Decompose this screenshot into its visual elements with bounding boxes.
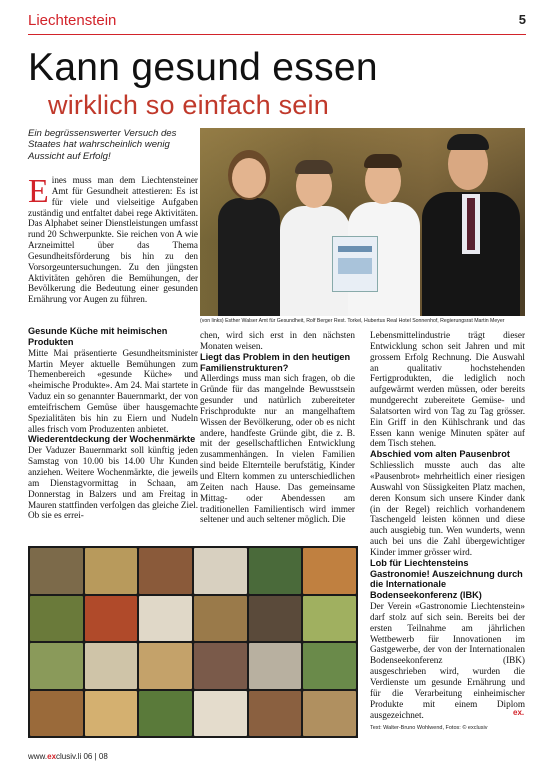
subheading: Gesunde Küche mit heimischen Produkten xyxy=(28,326,168,347)
market-photo-collage xyxy=(28,546,358,738)
collage-photo xyxy=(139,596,192,642)
paragraph: Schliesslich musste auch das alte «Pausenbrot» mehrheitlich einer riesigen Auswahl von Süssigkeiten Platz machen, deren Konsum sich unsere Kinder dank (in der Regel) reichlich vorhandenem Taschengeld leisten können und diese auch ausgiebig tun. Wen wunderts, wenn auch bei uns die Zahl übergewichtiger Kinder immer grösser wird. xyxy=(370,460,525,557)
paragraph: Allerdings muss man sich fragen, ob die Gründe für das mangelnde Bewusstsein gesunder und natürlich zubereiteter Frischprodukte nur an mangelhaftem Wissen der Bevölkerung, oder ob es nicht andere, handfeste Gründe gibt, die z. B. mit der gesellschaftlichen Entwicklung zusammenhängen. In vielen Familien sind beide Elternteile berufstätig, Kinder und Eltern kommen zu unterschiedlichen Zeiten nach Hause. Das gemeinsame Mittag- oder Abendessen am traditionellen Familientisch wird immer seltener und auch seltener möglich. Die xyxy=(200,373,355,525)
collage-photo xyxy=(249,548,302,594)
collage-photo xyxy=(303,643,356,689)
collage-photo xyxy=(194,643,247,689)
collage-photo xyxy=(30,691,83,737)
group-photo xyxy=(200,128,525,316)
footer-www: www. xyxy=(28,752,48,761)
footer-issue: 06 | 08 xyxy=(81,752,108,761)
subheading: Liegt das Problem in den heutigen Familienstrukturen? xyxy=(200,351,351,373)
intro-paragraph: ines muss man dem Liechtensteiner Amt für Gesundheit attestieren: Es ist für viele und vielseitige Aufgaben zuständig und entfaltet dabei rege Aktivitäten. Das Alphabet seiner Dienstleistungen umfasst rund 20 Schwerpunkte. Sie reichen von A wie Arzneimittel über das Thema Gesundheitsförderung bis hin zu den Vorsorgeuntersuchungen. Zu den jüngsten Aktivitäten gehören die Bemühungen, der Bevölkerung die Bedeutung einer gesunden Ernährung vor Augen zu führen. xyxy=(28,175,198,305)
collage-photo xyxy=(249,596,302,642)
collage-photo xyxy=(85,643,138,689)
photo-caption: (von links) Esther Walser Amt für Gesundheit, Rolf Berger Rest. Torkel, Hubertus Real Hotel Sonnenhof, Regierungsrat Martin Meyer xyxy=(200,318,505,324)
paragraph: chen, wird sich erst in den nächsten Monaten weisen. xyxy=(200,330,355,351)
page-number: 5 xyxy=(518,12,526,27)
subheading: Lob für Liechtensteins Gastronomie! Auszeichnung durch die Internationale Bodenseekonferenz (IBK) xyxy=(370,557,523,601)
collage-photo xyxy=(30,548,83,594)
page-footer xyxy=(28,752,108,761)
paragraph: Lebensmittelindustrie trägt dieser Entwicklung schon seit Jahren und mit grossem Erfolg Rechnung. Die Auswahl an qualitativ hochstehenden Fertigprodukten, die lediglich noch aufgewärmt werden müssen, oder bereits mundgerecht zubereitete Gemüse- und Salatsorten wird von Tag zu Tag grösser. Ein Griff in den Kühlschrank und das Essen kann wenige Minuten später auf dem Tisch stehen. xyxy=(370,330,525,449)
article-subtitle: wirklich so einfach sein xyxy=(48,90,329,120)
collage-photo xyxy=(194,596,247,642)
subheading: Abschied vom alten Pausenbrot xyxy=(370,449,510,460)
section-label: Liechtenstein xyxy=(28,12,117,29)
collage-photo xyxy=(249,691,302,737)
collage-photo xyxy=(139,548,192,594)
column-1-intro xyxy=(28,175,198,305)
collage-photo xyxy=(249,643,302,689)
collage-photo xyxy=(85,548,138,594)
collage-photo xyxy=(194,548,247,594)
article-lead: Ein begrüssenswerter Versuch des Staates hat wahrscheinlich wenig Aussicht auf Erfolg! xyxy=(28,128,177,162)
collage-photo xyxy=(30,596,83,642)
photo-credit: Text: Walter-Bruno Wohlwend, Fotos: © exclusiv xyxy=(370,725,488,731)
page-header xyxy=(28,6,526,34)
paragraph: Mitte Mai präsentierte Gesundheitsminister Martin Meyer aktuelle Bemühungen zum Themenbereich «gesunde Küche» und «heimische Produkte». Am 24. Mai startete in Vaduz ein so genannter Bauernmarkt, der von emteifrischem Gemüse über hausgemachte Spezialitäten bis hin zu Eiern und Nudeln alles frisch vom Produzenten anbietet. xyxy=(28,347,198,434)
drop-cap: E xyxy=(28,173,49,210)
header-rule xyxy=(28,34,526,35)
footer-domain: clusiv.li xyxy=(56,752,82,761)
article-title: Kann gesund essen xyxy=(28,46,378,89)
collage-photo xyxy=(139,643,192,689)
end-mark: ex. xyxy=(513,708,525,717)
collage-photo xyxy=(85,596,138,642)
column-2 xyxy=(200,330,355,525)
paragraph: Der Verein «Gastronomie Liechtenstein» darf stolz auf sich sein. Bereits bei der ersten Teilnahme am jährlichen Wettbewerb für Innovationen im Gastgewerbe, der von der Internationalen Bodenseekonferenz (IBK) ausgeschrieben wird, wurden die Verdienste um gesunde Ernährung und für die Verarbeitung einheimischer Produkte mit einem Diplom ausgezeichnet. xyxy=(370,601,525,720)
collage-photo xyxy=(139,691,192,737)
collage-photo xyxy=(303,548,356,594)
subheading: Wiederentdeckung der Wochenmärkte xyxy=(28,434,196,445)
column-3 xyxy=(370,330,525,720)
column-1 xyxy=(28,326,198,521)
collage-photo xyxy=(85,691,138,737)
footer-brand: ex xyxy=(47,752,57,761)
collage-photo xyxy=(194,691,247,737)
paragraph: Der Vaduzer Bauernmarkt soll künftig jeden Samstag von 10.00 bis 14.00 Uhr Kunden anziehen. Weitere Wochenmärkte, die jeweils am Dienstagvormittag in Schaan, am Donnerstag in Balzers und am Freitag in Mauren stattfinden verfolgen das gleiche Ziel. Ob sie es errei- xyxy=(28,445,198,521)
collage-photo xyxy=(303,596,356,642)
collage-photo xyxy=(303,691,356,737)
collage-photo xyxy=(30,643,83,689)
